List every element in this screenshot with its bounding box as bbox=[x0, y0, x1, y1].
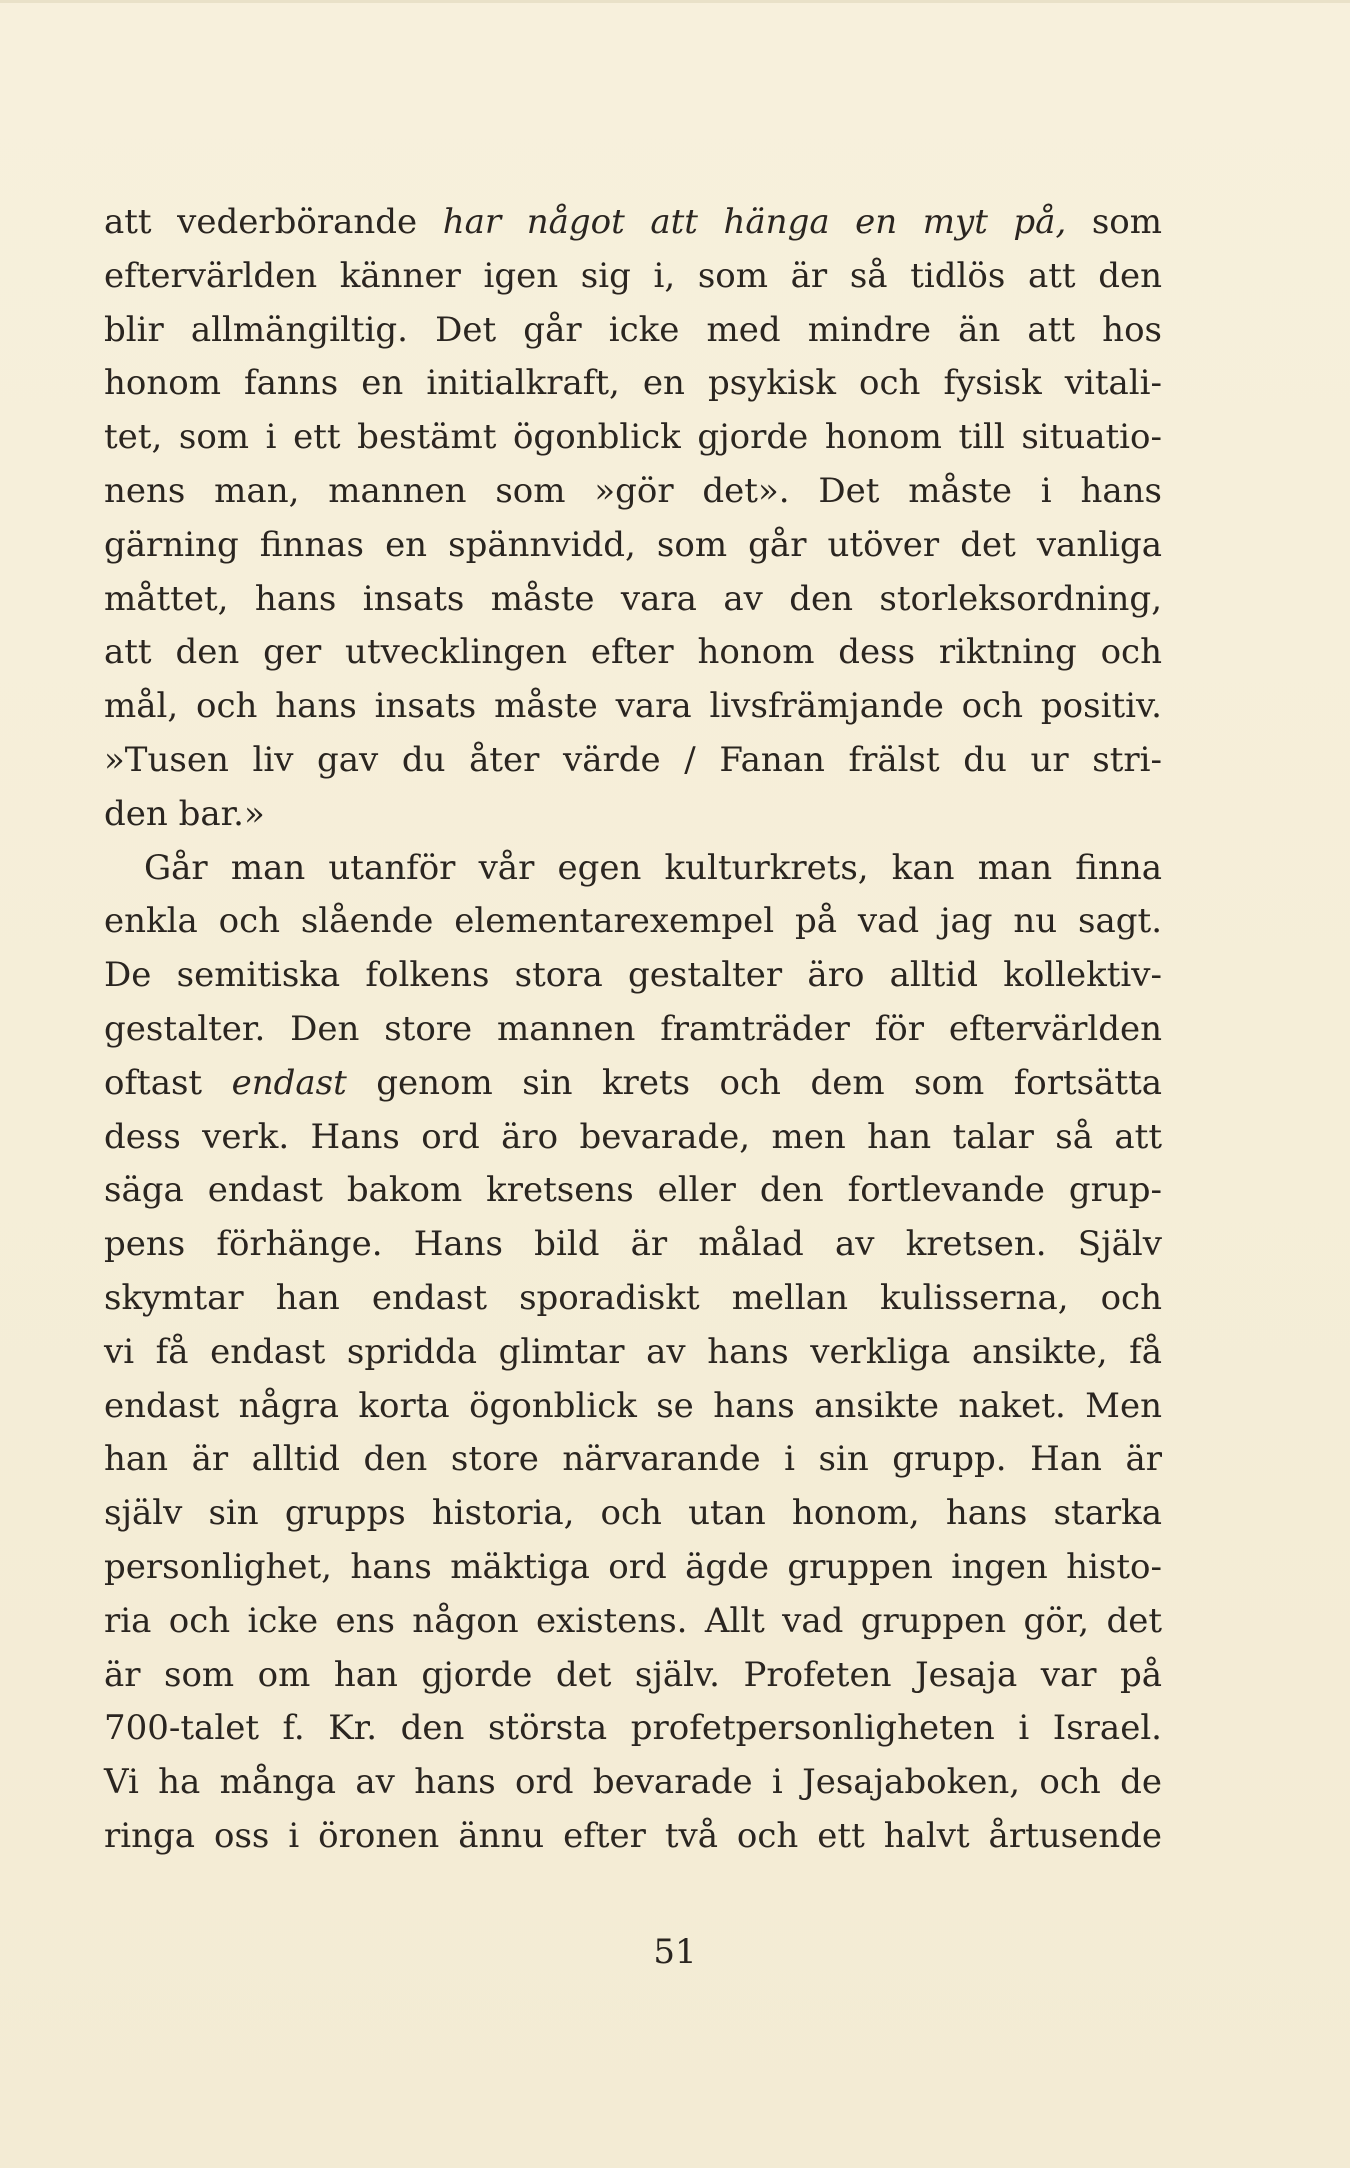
text-line-31: ringa oss i öronen ännu efter två och ett halvt årtusende bbox=[104, 1815, 1162, 1856]
italic-phrase: har något att hänga en myt på, bbox=[442, 202, 1067, 242]
text-line-3: blir allmängiltig. Det går icke med mindre än att hos bbox=[104, 309, 1162, 350]
text-line-24: han är alltid den store närvarande i sin grupp. Han är bbox=[104, 1439, 1162, 1480]
body-text bbox=[104, 196, 1162, 1864]
text-run: genom sin krets och dem som fortsätta bbox=[346, 1062, 1162, 1103]
text-line-27: ria och icke ens någon existens. Allt vad gruppen gör, det bbox=[104, 1600, 1162, 1641]
text-line-30: Vi ha många av hans ord bevarade i Jesajaboken, och de bbox=[104, 1762, 1162, 1803]
text-line-29: 700-talet f. Kr. den största profetpersonligheten i Israel. bbox=[104, 1708, 1162, 1749]
text-line-10: mål, och hans insats måste vara livsfrämjande och positiv. bbox=[104, 686, 1162, 727]
text-run: att vederbörande bbox=[104, 202, 443, 242]
text-line-13: Går man utanför vår egen kulturkrets, kan man finna bbox=[144, 847, 1162, 888]
text-line-14: enkla och slående elementarexempel på vad jag nu sagt. bbox=[104, 901, 1162, 942]
text-line-5: tet, som i ett bestämt ögonblick gjorde honom till situatio- bbox=[104, 417, 1162, 458]
text-line-9: att den ger utvecklingen efter honom dess riktning och bbox=[104, 632, 1162, 673]
text-line-1 bbox=[104, 196, 1162, 250]
text-line-8: måttet, hans insats måste vara av den storleksordning, bbox=[104, 578, 1162, 619]
page-number: 51 bbox=[653, 1932, 697, 1972]
text-line-2: eftervärlden känner igen sig i, som är så tidlös att den bbox=[104, 255, 1162, 296]
text-line-28: är som om han gjorde det själv. Profeten Jesaja var på bbox=[104, 1654, 1162, 1695]
text-line-21: skymtar han endast sporadiskt mellan kulisserna, och bbox=[104, 1277, 1162, 1318]
text-line-11: »Tusen liv gav du åter värde / Fanan frälst du ur stri- bbox=[104, 739, 1162, 780]
text-line-7: gärning finnas en spännvidd, som går utöver det vanliga bbox=[104, 524, 1162, 565]
text-line-25: själv sin grupps historia, och utan honom, hans starka bbox=[104, 1493, 1162, 1534]
page-top-edge bbox=[0, 0, 1350, 3]
text-line-22: vi få endast spridda glimtar av hans verkliga ansikte, få bbox=[104, 1331, 1162, 1372]
italic-word: endast bbox=[231, 1062, 347, 1103]
text-line-6: nens man, mannen som »gör det». Det måste i hans bbox=[104, 470, 1162, 511]
text-line-20: pens förhänge. Hans bild är målad av kretsen. Själv bbox=[104, 1224, 1162, 1265]
text-line-19: säga endast bakom kretsens eller den fortlevande grup- bbox=[104, 1170, 1162, 1211]
text-line-15: De semitiska folkens stora gestalter äro alltid kollektiv- bbox=[104, 955, 1162, 996]
text-line-17 bbox=[104, 1057, 1162, 1111]
text-line-23: endast några korta ögonblick se hans ansikte naket. Men bbox=[104, 1385, 1162, 1426]
text-run: som bbox=[1066, 202, 1162, 242]
text-line-12: den bar.» bbox=[104, 793, 265, 834]
text-line-18: dess verk. Hans ord äro bevarade, men han talar så att bbox=[104, 1116, 1162, 1157]
text-line-26: personlighet, hans mäktiga ord ägde gruppen ingen histo- bbox=[104, 1546, 1162, 1587]
text-line-16: gestalter. Den store mannen framträder för eftervärlden bbox=[104, 1008, 1162, 1049]
text-run: oftast bbox=[104, 1062, 232, 1103]
text-line-4: honom fanns en initialkraft, en psykisk och fysisk vitali- bbox=[104, 363, 1162, 404]
